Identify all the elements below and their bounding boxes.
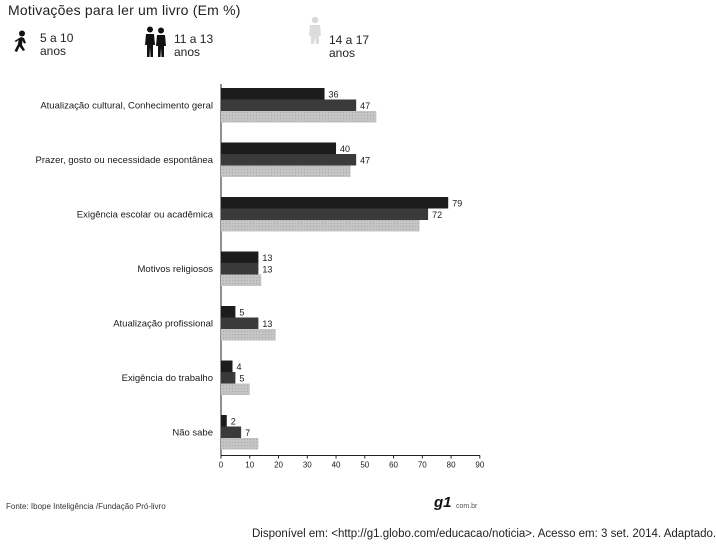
bar	[221, 329, 276, 341]
category-label: Motivos religiosos	[137, 264, 213, 275]
x-tick-label: 60	[389, 460, 399, 470]
legend-unit-5-a-10: anos	[40, 44, 67, 58]
bar	[221, 275, 261, 287]
bar	[221, 252, 258, 264]
x-tick-label: 0	[218, 460, 224, 470]
legend-label-14-a-17: 14 a 17	[329, 33, 370, 47]
bar	[221, 438, 258, 450]
data-label: 72	[432, 210, 443, 220]
bar	[221, 166, 350, 178]
data-label: 4	[236, 362, 242, 372]
data-label: 40	[340, 144, 351, 154]
bar	[221, 263, 258, 275]
data-label: 13	[262, 264, 273, 275]
legend-label-5-a-10: 5 a 10	[40, 31, 74, 45]
bar	[221, 143, 336, 155]
legend-unit-14-a-17: anos	[329, 46, 356, 60]
bar	[221, 209, 428, 221]
category-label: Exigência do trabalho	[121, 373, 213, 384]
bar	[221, 318, 258, 330]
data-label: 47	[360, 101, 371, 111]
category-label: Prazer, gosto ou necessidade espontânea	[35, 155, 213, 166]
bar	[221, 372, 235, 384]
x-tick-label: 10	[245, 460, 255, 470]
source-note: Fonte: Ibope Inteligência /Fundação Pró-livro	[6, 502, 166, 511]
x-tick-label: 50	[360, 460, 370, 470]
data-label: 5	[239, 373, 245, 384]
x-tick-label: 90	[475, 460, 485, 470]
x-tick-label: 30	[302, 460, 312, 470]
data-label: 5	[239, 307, 245, 318]
data-label: 7	[245, 428, 251, 438]
x-tick-label: 40	[331, 460, 341, 470]
data-label: 79	[452, 198, 463, 209]
legend-label-11-a-13: 11 a 13	[174, 32, 214, 46]
category-label: Atualização cultural, Conhecimento geral	[40, 100, 213, 112]
x-tick-label: 70	[417, 460, 427, 470]
bar	[221, 111, 376, 123]
data-label: 13	[262, 319, 273, 329]
bar	[221, 384, 250, 396]
g1-logo-domain: com.br	[456, 503, 478, 510]
bar	[221, 306, 235, 318]
bar	[221, 197, 448, 209]
chart-title: Motivações para ler um livro (Em %)	[8, 2, 241, 18]
g1-logo: g1	[434, 494, 452, 511]
category-label: Exigência escolar ou acadêmica	[76, 209, 213, 221]
bar	[221, 154, 356, 166]
x-tick-label: 20	[274, 460, 283, 470]
data-label: 47	[360, 155, 371, 166]
bar	[221, 415, 227, 427]
bar	[221, 220, 419, 232]
bar	[221, 88, 325, 100]
data-label: 36	[328, 89, 339, 100]
caption: Disponível em: <http://g1.globo.com/educacao/noticia>. Acesso em: 3 set. 2014. Adaptado.	[252, 528, 716, 540]
category-label: Atualização profissional	[113, 318, 213, 330]
data-label: 13	[262, 253, 273, 263]
category-label: Não sabe	[172, 427, 213, 439]
data-label: 2	[230, 416, 236, 427]
bar	[221, 361, 233, 373]
legend-unit-11-a-13: anos	[174, 45, 201, 59]
bar	[221, 427, 241, 439]
bar	[221, 100, 356, 112]
x-tick-label: 80	[446, 460, 456, 470]
